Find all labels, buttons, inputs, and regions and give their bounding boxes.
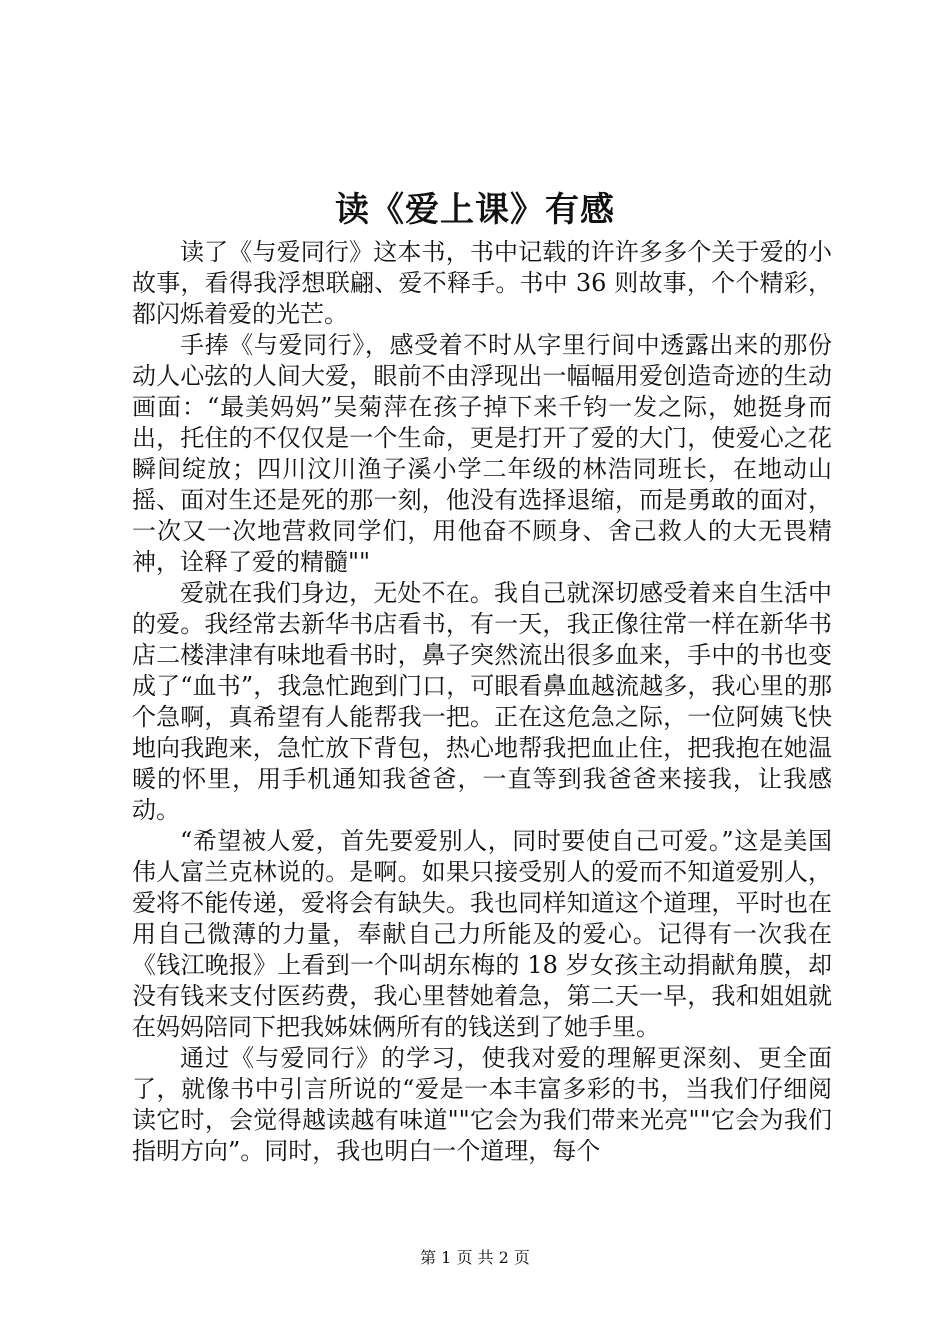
paragraph-2: 手捧《与爱同行》，感受着不时从字里行间中透露出来的那份动人心弦的人间大爱，眼前不由浮现出一幅幅用爱创造奇迹的生动画面：“最美妈妈”吴菊萍在孩子掉下来千钧一发之际，她挺身而出，托住的不仅仅是一个生命，更是打开了爱的大门，使爱心之花瞬间绽放；四川汶川渔子溪小学二年级的林浩同班长，在地动山摇、面对生还是死的那一刻，他没有选择退缩，而是勇敢的面对，一次又一次地营救同学们，用他奋不顾身、舍己救人的大无畏精神，诠释了爱的精髓"" bbox=[132, 331, 832, 576]
paragraph-4: “希望被人爱，首先要爱别人，同时要使自己可爱。”这是美国伟人富兰克林说的。是啊。如果只接受别人的爱而不知道爱别人，爱将不能传递，爱将会有缺失。我也同样知道这个道理，平时也在用自己微薄的力量，奉献自己力所能及的爱心。记得有一次我在《钱江晚报》上看到一个叫胡东梅的 18 岁女孩主动捐献角膜，却没有钱来支付医药费，我心里替她着急，第二天一早，我和姐姐就在妈妈陪同下把我姊妹俩所有的钱送到了她手里。 bbox=[132, 827, 832, 1041]
paragraph-1: 读了《与爱同行》这本书，书中记载的许许多多个关于爱的小故事，看得我浮想联翩、爱不释手。书中 36 则故事，个个精彩，都闪烁着爱的光芒。 bbox=[132, 238, 832, 328]
paragraph-3: 爱就在我们身边，无处不在。我自己就深切感受着来自生活中的爱。我经常去新华书店看书，有一天，我正像往常一样在新华书店二楼津津有味地看书时，鼻子突然流出很多血来，手中的书也变成了“血书”，我急忙跑到门口，可眼看鼻血越流越多，我心里的那个急啊，真希望有人能帮我一把。正在这危急之际，一位阿姨飞快地向我跑来，急忙放下背包，热心地帮我把血止住，把我抱在她温暖的怀里，用手机通知我爸爸，一直等到我爸爸来接我，让我感动。 bbox=[132, 579, 832, 824]
paragraph-5: 通过《与爱同行》的学习，使我对爱的理解更深刻、更全面了，就像书中引言所说的“爱是一本丰富多彩的书，当我们仔细阅读它时，会觉得越读越有味道""它会为我们带来光亮""它会为我们指明方向”。同时，我也明白一个道理，每个 bbox=[132, 1044, 832, 1165]
document-body bbox=[132, 237, 832, 1167]
page-footer: 第 1 页 共 2 页 bbox=[420, 1248, 530, 1267]
document-title: 读《爱上课》有感 bbox=[335, 190, 615, 230]
